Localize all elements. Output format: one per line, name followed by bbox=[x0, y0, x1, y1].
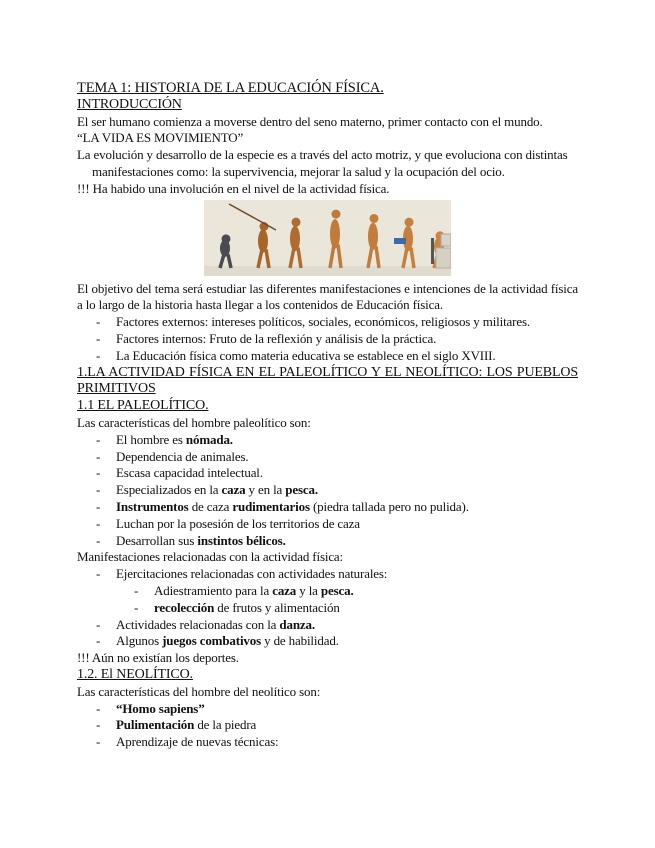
list-item bbox=[77, 583, 578, 600]
list-item bbox=[77, 533, 578, 550]
text: 1.1 EL PALEOLÍTICO. bbox=[77, 398, 209, 414]
bold-text: Pulimentación bbox=[116, 717, 195, 733]
list-item bbox=[77, 314, 578, 331]
bold-text: rudimentarios bbox=[232, 498, 310, 514]
list-item bbox=[77, 499, 578, 516]
list-item bbox=[77, 717, 578, 734]
list-item bbox=[77, 432, 578, 449]
paragraph bbox=[77, 281, 578, 315]
text: La evolución y desarrollo de la especie es a través del acto motriz, y que evoluciona con distintas manifestaciones como: la supervivencia, mejorar la salud y la ocupación del ocio. bbox=[77, 147, 568, 179]
list-item bbox=[77, 734, 578, 751]
list-item bbox=[77, 617, 578, 634]
list-bullet: - bbox=[96, 330, 101, 346]
text: Ejercitaciones relacionadas con actividades naturales: bbox=[116, 566, 388, 582]
list-item bbox=[77, 482, 578, 499]
text: Especializados en la bbox=[116, 482, 222, 498]
paragraph bbox=[77, 549, 578, 566]
text: Adiestramiento para la bbox=[154, 582, 273, 598]
list-item bbox=[77, 701, 578, 718]
list-item bbox=[77, 600, 578, 617]
paragraph bbox=[77, 650, 578, 667]
list-item bbox=[77, 465, 578, 482]
list-item bbox=[77, 449, 578, 466]
text: Luchan por la posesión de los territorios de caza bbox=[116, 515, 360, 531]
text: (piedra tallada pero no pulida). bbox=[309, 498, 469, 514]
bold-text: Instrumentos bbox=[116, 498, 189, 514]
list-bullet: - bbox=[96, 700, 101, 716]
text: 1.LA ACTIVIDAD FÍSICA EN EL PALEOLÍTICO Y EL NEOLÍTICO: LOS PUEBLOS PRIMITIVOS bbox=[77, 364, 578, 397]
text: Escasa capacidad intelectual. bbox=[116, 465, 263, 481]
bold-text: juegos combativos bbox=[162, 633, 262, 649]
text: Actividades relacionadas con la bbox=[116, 616, 280, 632]
list-bullet: - bbox=[134, 599, 139, 615]
list-bullet: - bbox=[96, 431, 101, 447]
list-item bbox=[77, 516, 578, 533]
evolution-illustration bbox=[204, 200, 451, 276]
bold-text: recolección bbox=[154, 599, 215, 615]
list-bullet: - bbox=[96, 482, 101, 498]
text: y de habilidad. bbox=[261, 633, 339, 649]
text: Las características del hombre del neolítico son: bbox=[77, 683, 321, 699]
bold-text: pesca. bbox=[320, 582, 354, 598]
bold-text: instintos bélicos. bbox=[197, 532, 286, 548]
list-item bbox=[77, 633, 578, 650]
text: Manifestaciones relacionadas con la actividad física: bbox=[77, 549, 344, 565]
text: Aprendizaje de nuevas técnicas: bbox=[116, 734, 279, 750]
bold-text: pesca. bbox=[285, 482, 318, 498]
paragraph bbox=[77, 415, 578, 432]
bold-text: caza bbox=[221, 482, 246, 498]
text: TEMA 1: HISTORIA DE LA EDUCACIÓN FÍSICA. bbox=[77, 80, 384, 96]
text: El hombre es bbox=[116, 431, 186, 447]
text: y la bbox=[296, 582, 321, 598]
document-page bbox=[77, 80, 578, 751]
text: 1.2. El NEOLÍTICO. bbox=[77, 666, 193, 682]
text: Factores internos: Fruto de la reflexión y análisis de la práctica. bbox=[116, 330, 437, 346]
list-bullet: - bbox=[96, 347, 101, 363]
text: de caza bbox=[188, 498, 233, 514]
text: de la piedra bbox=[194, 717, 257, 733]
list-bullet: - bbox=[96, 448, 101, 464]
bold-text: “Homo sapiens” bbox=[116, 700, 205, 716]
text: !!! Aún no existían los deportes. bbox=[77, 650, 239, 666]
list-item bbox=[77, 331, 578, 348]
list-item bbox=[77, 566, 578, 583]
paragraph bbox=[77, 130, 578, 147]
paragraph bbox=[77, 147, 578, 181]
text: Las características del hombre paleolítico son: bbox=[77, 414, 311, 430]
paragraph bbox=[77, 684, 578, 701]
section-heading bbox=[77, 398, 578, 415]
list-bullet: - bbox=[96, 566, 101, 582]
text: de frutos y alimentación bbox=[214, 599, 340, 615]
paragraph bbox=[77, 114, 578, 131]
text: “LA VIDA ES MOVIMIENTO” bbox=[77, 130, 244, 146]
text: La Educación física como materia educativa se establece en el siglo XVIII. bbox=[116, 347, 496, 363]
text: Factores externos: intereses políticos, sociales, económicos, religiosos y militares. bbox=[116, 314, 530, 330]
text: El objetivo del tema será estudiar las diferentes manifestaciones e intenciones de la actividad física a lo largo de la historia hasta llegar a los contenidos de Educación física. bbox=[77, 280, 578, 313]
list-bullet: - bbox=[96, 532, 101, 548]
text: Desarrollan sus bbox=[116, 532, 198, 548]
list-bullet: - bbox=[96, 314, 101, 330]
section-heading bbox=[77, 667, 578, 684]
evolution-image bbox=[77, 199, 578, 281]
paragraph bbox=[77, 181, 578, 198]
list-bullet: - bbox=[96, 616, 101, 632]
list-bullet: - bbox=[96, 465, 101, 481]
bold-text: nómada. bbox=[185, 431, 233, 447]
list-bullet: - bbox=[96, 633, 101, 649]
text: y en la bbox=[245, 482, 286, 498]
section-heading bbox=[77, 97, 578, 114]
list-bullet: - bbox=[96, 717, 101, 733]
list-bullet: - bbox=[96, 498, 101, 514]
text: Algunos bbox=[116, 633, 163, 649]
document-title bbox=[77, 80, 578, 97]
list-bullet: - bbox=[96, 515, 101, 531]
text: INTRODUCCIÓN bbox=[77, 96, 182, 112]
list-item bbox=[77, 348, 578, 365]
text: !!! Ha habido una involución en el nivel de la actividad física. bbox=[77, 180, 390, 196]
text: El ser humano comienza a moverse dentro del seno materno, primer contacto con el mundo. bbox=[77, 113, 543, 129]
list-bullet: - bbox=[96, 734, 101, 750]
bold-text: danza. bbox=[279, 616, 316, 632]
list-bullet: - bbox=[134, 582, 139, 598]
text: Dependencia de animales. bbox=[116, 448, 249, 464]
bold-text: caza bbox=[272, 582, 297, 598]
section-heading bbox=[77, 365, 578, 399]
